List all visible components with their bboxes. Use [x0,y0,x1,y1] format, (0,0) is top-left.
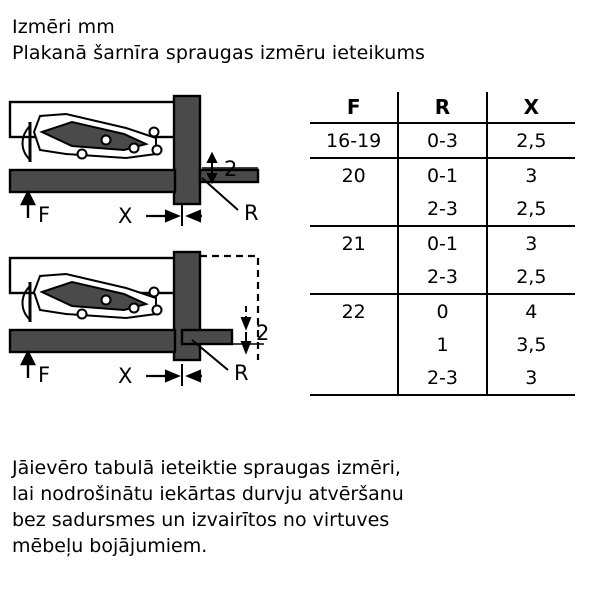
cell-x: 3 [525,164,538,187]
cell-r: 2-3 [398,260,486,294]
cell-f: 16-19 [310,123,398,158]
label-r-top: R [244,201,259,225]
cell-f: 21 [310,226,398,260]
col-header-x: X [487,92,575,123]
label-gap-top: 2 [224,157,238,181]
cell-x: 3 [525,232,538,255]
table-row [310,226,575,260]
cell-x: 2,5 [487,123,575,158]
cell-x: 2,5 [487,192,575,226]
note-line-3: bez sadursmes un izvairītos no virtuves [12,509,390,531]
cell-r: 2-3 [398,192,486,226]
cell-f [310,192,398,226]
table-row [310,260,575,294]
hinge-diagram-bottom [6,248,296,412]
cell-x: 2,5 [487,260,575,294]
table-row [310,192,575,226]
col-header-r: R [398,92,486,123]
note-text [12,455,587,559]
label-front-bottom: F [38,363,51,387]
page-subtitle: Plakanā šarnīra spraugas izmēru ieteikums [12,42,426,64]
hinge-diagram-top [6,92,296,246]
label-x-bottom: X [118,364,133,388]
cell-r: 2-3 [398,361,486,395]
note-line-1: Jāievēro tabulā ieteiktie spraugas izmēri, [12,457,401,479]
note-line-4: mēbeļu bojājumiem. [12,535,208,557]
cell-x: 3 [487,361,575,395]
label-gap-bottom: 2 [256,321,270,345]
cell-r: 0 [398,294,486,328]
cell-r: 0-3 [398,123,486,158]
cell-f [310,260,398,294]
cell-f: 22 [310,294,398,328]
cell-x: 4 [525,300,538,323]
page-title: Izmēri mm [12,16,115,38]
table-row [310,361,575,395]
cell-r: 0-1 [398,158,486,192]
table-row [310,294,575,328]
cell-f: 20 [310,158,398,192]
cell-r: 0-1 [398,226,486,260]
table-row [310,158,575,192]
cell-x: 3,5 [516,333,547,356]
label-r-bottom: R [234,361,249,385]
label-x-top: X [118,204,133,228]
table-row [310,328,575,361]
table-row [310,123,575,158]
label-front-top: F [38,203,51,227]
cell-f [310,361,398,395]
cell-r: 1 [398,328,486,361]
dimension-table [310,92,575,396]
note-line-2: lai nodrošinātu iekārtas durvju atvēršanu [12,483,404,505]
cell-f [310,328,398,361]
table-header-row [310,92,575,123]
col-header-f: F [310,92,398,123]
